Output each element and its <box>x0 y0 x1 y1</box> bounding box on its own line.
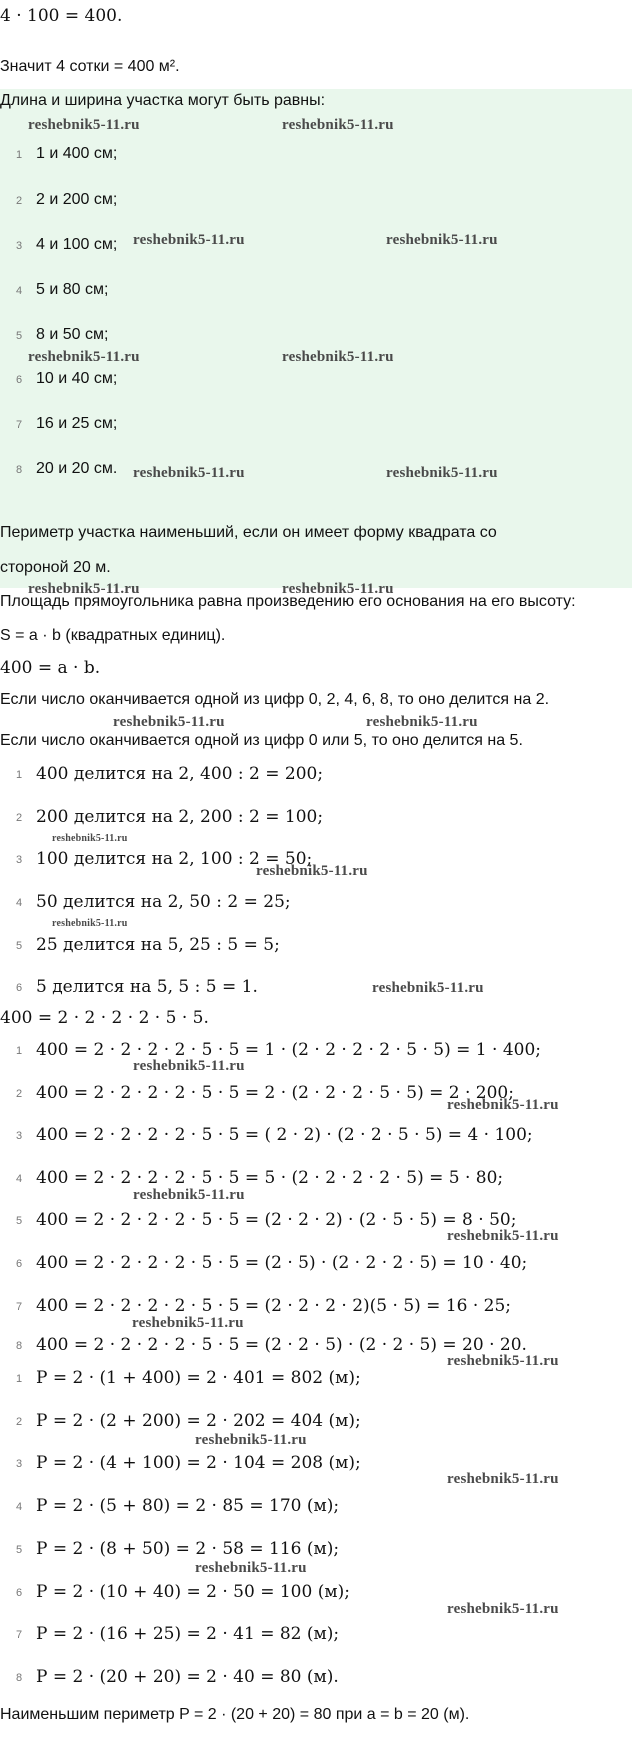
list-item: 1 400 делится на 2, 400 : 2 = 200; <box>16 764 324 784</box>
perimeter-note-line2: стороной 20 м. <box>0 559 111 576</box>
list-item: 7 400 = 2 · 2 · 2 · 2 · 5 · 5 = (2 · 2 · 2 · 2)(5 · 5) = 16 · 25; <box>16 1296 512 1316</box>
list-item: 8 400 = 2 · 2 · 2 · 2 · 5 · 5 = (2 · 2 · 5) · (2 · 2 · 5) = 20 · 20. <box>16 1335 527 1355</box>
list-item: 5 400 = 2 · 2 · 2 · 2 · 5 · 5 = (2 · 2 · 2) · (2 · 5 · 5) = 8 · 50; <box>16 1210 517 1230</box>
area-formula: S = a · b (квадратных единиц). <box>0 627 226 644</box>
list-item: 7 16 и 25 см; <box>16 415 118 432</box>
watermark: reshebnik5-11.ru <box>133 465 245 481</box>
list-item: 2 P = 2 · (2 + 200) = 2 · 202 = 404 (м); <box>16 1411 361 1431</box>
area-equation: 400 = a · b. <box>0 658 101 678</box>
watermark: reshebnik5-11.ru <box>386 465 498 481</box>
list-item: 3 P = 2 · (4 + 100) = 2 · 104 = 208 (м); <box>16 1453 361 1473</box>
watermark: reshebnik5-11.ru <box>195 1432 307 1448</box>
list-item: 4 50 делится на 2, 50 : 2 = 25; <box>16 892 291 912</box>
intro-conclusion: Значит 4 сотки = 400 м². <box>0 58 180 75</box>
list-item: 5 25 делится на 5, 25 : 5 = 5; <box>16 935 280 955</box>
watermark: reshebnik5-11.ru <box>133 232 245 248</box>
watermark: reshebnik5-11.ru <box>447 1471 559 1487</box>
list-item: 4 P = 2 · (5 + 80) = 2 · 85 = 170 (м); <box>16 1496 340 1516</box>
list-item: 1 P = 2 · (1 + 400) = 2 · 401 = 802 (м); <box>16 1368 361 1388</box>
list-item: 6 400 = 2 · 2 · 2 · 2 · 5 · 5 = (2 · 5) · (2 · 2 · 2 · 5) = 10 · 40; <box>16 1253 528 1273</box>
watermark: reshebnik5-11.ru <box>366 714 478 730</box>
list-item: 7 P = 2 · (16 + 25) = 2 · 41 = 82 (м); <box>16 1624 340 1644</box>
watermark: reshebnik5-11.ru <box>28 117 140 133</box>
dimensions-heading: Длина и ширина участка могут быть равны: <box>0 92 326 109</box>
conclusion: Наименьшим периметр P = 2 · (20 + 20) = 80 при a = b = 20 (м). <box>0 1706 470 1723</box>
list-item: 2 2 и 200 см; <box>16 191 118 208</box>
watermark: reshebnik5-11.ru <box>133 1187 245 1203</box>
watermark: reshebnik5-11.ru <box>113 714 225 730</box>
list-item: 1 1 и 400 см; <box>16 145 118 162</box>
list-item: 3 100 делится на 2, 100 : 2 = 50; <box>16 849 313 869</box>
list-item: 3 400 = 2 · 2 · 2 · 2 · 5 · 5 = ( 2 · 2) · (2 · 2 · 5 · 5) = 4 · 100; <box>16 1125 533 1145</box>
watermark: reshebnik5-11.ru <box>386 232 498 248</box>
perimeter-note-line1: Периметр участка наименьший, если он имеет форму квадрата со <box>0 524 497 541</box>
watermark: reshebnik5-11.ru <box>52 833 128 844</box>
list-item: 4 400 = 2 · 2 · 2 · 2 · 5 · 5 = 5 · (2 · 2 · 2 · 2 · 5) = 5 · 80; <box>16 1168 504 1188</box>
watermark: reshebnik5-11.ru <box>28 581 140 597</box>
watermark: reshebnik5-11.ru <box>256 863 368 879</box>
list-item: 8 20 и 20 см. <box>16 460 118 477</box>
watermark: reshebnik5-11.ru <box>447 1601 559 1617</box>
intro-equation: 4 · 100 = 400. <box>0 6 123 26</box>
watermark: reshebnik5-11.ru <box>282 117 394 133</box>
watermark: reshebnik5-11.ru <box>52 918 128 929</box>
area-rule: Площадь прямоугольника равна произведению его основания на его высоту: <box>0 593 576 610</box>
list-item: 5 8 и 50 см; <box>16 326 109 343</box>
divisibility-rule-2: Если число оканчивается одной из цифр 0, 2, 4, 6, 8, то оно делится на 2. <box>0 691 550 708</box>
factorization: 400 = 2 · 2 · 2 · 2 · 5 · 5. <box>0 1008 209 1028</box>
watermark: reshebnik5-11.ru <box>132 1315 244 1331</box>
watermark: reshebnik5-11.ru <box>282 349 394 365</box>
watermark: reshebnik5-11.ru <box>447 1228 559 1244</box>
list-item: 4 5 и 80 см; <box>16 281 109 298</box>
list-item: 6 10 и 40 см; <box>16 370 118 387</box>
list-item: 1 400 = 2 · 2 · 2 · 2 · 5 · 5 = 1 · (2 · 2 · 2 · 2 · 5 · 5) = 1 · 400; <box>16 1040 542 1060</box>
watermark: reshebnik5-11.ru <box>195 1560 307 1576</box>
list-item: 8 P = 2 · (20 + 20) = 2 · 40 = 80 (м). <box>16 1667 339 1687</box>
watermark: reshebnik5-11.ru <box>282 581 394 597</box>
list-item: 5 P = 2 · (8 + 50) = 2 · 58 = 116 (м); <box>16 1539 340 1559</box>
divisibility-rule-5: Если число оканчивается одной из цифр 0 или 5, то оно делится на 5. <box>0 732 523 749</box>
list-item: 2 200 делится на 2, 200 : 2 = 100; <box>16 807 324 827</box>
list-item: 3 4 и 100 см; <box>16 236 118 253</box>
watermark: reshebnik5-11.ru <box>447 1353 559 1369</box>
watermark: reshebnik5-11.ru <box>447 1097 559 1113</box>
list-item: 6 5 делится на 5, 5 : 5 = 1. <box>16 977 258 997</box>
list-item: 6 P = 2 · (10 + 40) = 2 · 50 = 100 (м); <box>16 1582 350 1602</box>
watermark: reshebnik5-11.ru <box>28 349 140 365</box>
watermark: reshebnik5-11.ru <box>133 1058 245 1074</box>
list-item: 2 400 = 2 · 2 · 2 · 2 · 5 · 5 = 2 · (2 · 2 · 2 · 5 · 5) = 2 · 200; <box>16 1083 514 1103</box>
watermark: reshebnik5-11.ru <box>372 980 484 996</box>
